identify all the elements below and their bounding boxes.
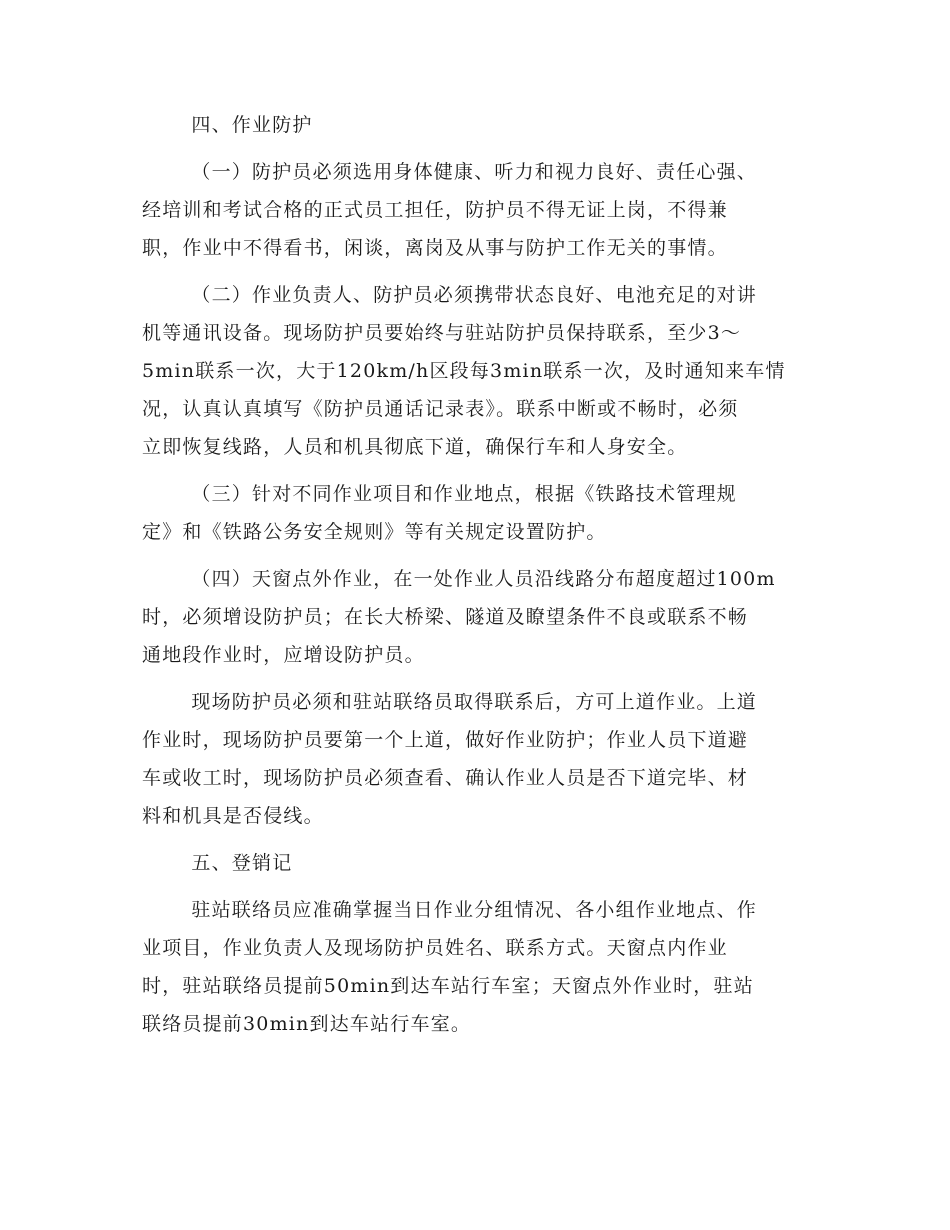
section-heading-work-protection: 四、作业防护: [191, 114, 313, 136]
paragraph-communication-equipment: （二）作业负责人、防护员必须携带状态良好、电池充足的对讲 机等通讯设备。现场防护员要始终与驻站防护员保持联系，至少3～ 5min联系一次，大于120km/h区段每3min联系一次，及时通知来车情 况，认真认真填写《防护员通话记录表》。联系中断或不畅时，必须 立即恢复线路，人员和机具彻底下道，确保行车和人身安全。: [142, 284, 786, 458]
paragraph-protection-staff-requirements: （一）防护员必须选用身体健康、听力和视力良好、责任心强、 经培训和考试合格的正式员工担任，防护员不得无证上岗，不得兼 职，作业中不得看书，闲谈，离岗及从事与防护工作无关的事情。: [142, 161, 757, 259]
section-heading-registration: 五、登销记: [191, 852, 293, 874]
paragraph-protection-setup-rules: （三）针对不同作业项目和作业地点，根据《铁路技术管理规 定》和《铁路公务安全规则》等有关规定设置防护。: [142, 483, 737, 543]
paragraph-station-liaison-duties: 驻站联络员应准确掌握当日作业分组情况、各小组作业地点、作 业项目，作业负责人及现场防护员姓名、联系方式。天窗点内作业 时，驻站联络员提前50min到达车站行车室；天窗点外作业时，驻站 联络员提前30min到达车站行车室。: [142, 899, 757, 1035]
paragraph-on-track-procedure: 现场防护员必须和驻站联络员取得联系后，方可上道作业。上道 作业时，现场防护员要第一个上道，做好作业防护；作业人员下道避 车或收工时，现场防护员必须查看、确认作业人员是否下道完毕、材 料和机具是否侵线。: [142, 691, 757, 827]
paragraph-additional-protection-staff: （四）天窗点外作业，在一处作业人员沿线路分布超度超过100m 时，必须增设防护员；在长大桥梁、隧道及瞭望条件不良或联系不畅 通地段作业时，应增设防护员。: [142, 568, 776, 666]
document-body: [142, 106, 812, 1043]
